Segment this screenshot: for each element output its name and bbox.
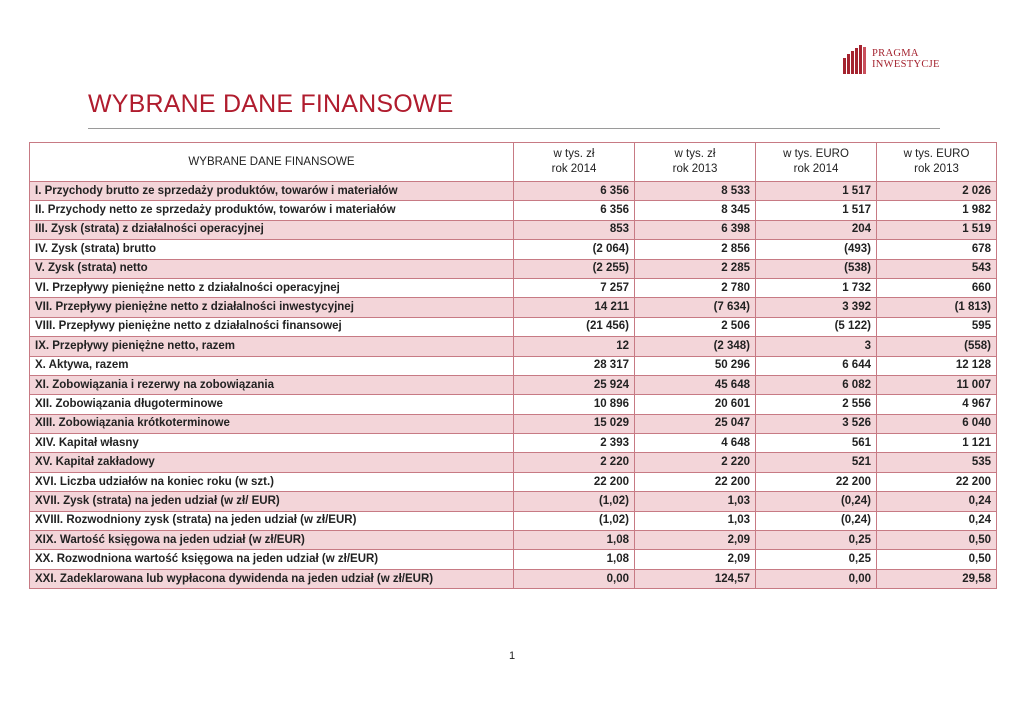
row-label: VII. Przepływy pieniężne netto z działalności inwestycyjnej [30, 298, 514, 317]
row-value: 45 648 [635, 375, 756, 394]
row-value: 2 856 [635, 240, 756, 259]
row-value: 0,25 [756, 550, 877, 569]
row-value: (493) [756, 240, 877, 259]
row-value: 11 007 [877, 375, 997, 394]
row-value: 2 393 [514, 434, 635, 453]
row-value: 521 [756, 453, 877, 472]
header-period: rok 2014 [551, 163, 597, 175]
table-row [30, 511, 997, 530]
row-label: II. Przychody netto ze sprzedaży produktów, towarów i materiałów [30, 201, 514, 220]
row-value: 1 982 [877, 201, 997, 220]
row-value: 6 356 [514, 201, 635, 220]
row-label: XIII. Zobowiązania krótkoterminowe [30, 414, 514, 433]
row-value: (0,24) [756, 492, 877, 511]
row-value: (7 634) [635, 298, 756, 317]
row-value: 28 317 [514, 356, 635, 375]
row-value: 0,00 [514, 569, 635, 588]
row-value: (5 122) [756, 317, 877, 336]
row-value: 1,08 [514, 550, 635, 569]
row-value: 1,03 [635, 492, 756, 511]
row-label: XXI. Zadeklarowana lub wypłacona dywidenda na jeden udział (w zł/EUR) [30, 569, 514, 588]
row-value: 14 211 [514, 298, 635, 317]
row-value: 3 [756, 337, 877, 356]
header-label-cell: WYBRANE DANE FINANSOWE [30, 143, 514, 182]
row-value: 6 644 [756, 356, 877, 375]
table-row [30, 414, 997, 433]
row-value: (558) [877, 337, 997, 356]
table-row [30, 434, 997, 453]
row-value: (2 255) [514, 259, 635, 278]
row-label: V. Zysk (strata) netto [30, 259, 514, 278]
row-value: 1 732 [756, 278, 877, 297]
table-row [30, 182, 997, 201]
row-value: (1,02) [514, 511, 635, 530]
page-number: 1 [508, 650, 516, 662]
row-value: (2 348) [635, 337, 756, 356]
table-row [30, 569, 997, 588]
table-row [30, 356, 997, 375]
table-header-row [30, 143, 997, 182]
row-value: 8 533 [635, 182, 756, 201]
row-value: 25 047 [635, 414, 756, 433]
table-row [30, 492, 997, 511]
row-value: 12 [514, 337, 635, 356]
row-label: XIV. Kapitał własny [30, 434, 514, 453]
row-value: 2 026 [877, 182, 997, 201]
row-value: 2 285 [635, 259, 756, 278]
table-row [30, 453, 997, 472]
row-value: (538) [756, 259, 877, 278]
table-row [30, 317, 997, 336]
table-row [30, 472, 997, 491]
row-value: 4 967 [877, 395, 997, 414]
row-label: XIX. Wartość księgowa na jeden udział (w zł/EUR) [30, 531, 514, 550]
table-row [30, 375, 997, 394]
page-title: WYBRANE DANE FINANSOWE [88, 90, 454, 118]
row-label: IX. Przepływy pieniężne netto, razem [30, 337, 514, 356]
row-value: 2 220 [635, 453, 756, 472]
row-value: 204 [756, 220, 877, 239]
financial-data-table [29, 142, 997, 589]
row-label: VI. Przepływy pieniężne netto z działalności operacyjnej [30, 278, 514, 297]
company-logo [842, 44, 942, 76]
row-value: 3 526 [756, 414, 877, 433]
title-divider [88, 128, 940, 129]
logo-line-2: INWESTYCJE [872, 59, 940, 70]
row-value: 1 517 [756, 182, 877, 201]
row-label: VIII. Przepływy pieniężne netto z działalności finansowej [30, 317, 514, 336]
row-value: 0,50 [877, 531, 997, 550]
row-value: 678 [877, 240, 997, 259]
row-value: 4 648 [635, 434, 756, 453]
header-period: rok 2014 [793, 163, 839, 175]
logo-line-1: PRAGMA [872, 48, 919, 59]
row-value: 561 [756, 434, 877, 453]
row-label: XVIII. Rozwodniony zysk (strata) na jeden udział (w zł/EUR) [30, 511, 514, 530]
row-label: III. Zysk (strata) z działalności operacyjnej [30, 220, 514, 239]
row-value: 29,58 [877, 569, 997, 588]
header-col-pln-2013 [635, 143, 756, 182]
table-row [30, 395, 997, 414]
row-value: (1,02) [514, 492, 635, 511]
row-value: 2,09 [635, 550, 756, 569]
table-row [30, 531, 997, 550]
logo-bars-icon [842, 44, 870, 74]
header-col-eur-2013 [877, 143, 997, 182]
row-label: I. Przychody brutto ze sprzedaży produktów, towarów i materiałów [30, 182, 514, 201]
row-value: (1 813) [877, 298, 997, 317]
row-value: 0,24 [877, 492, 997, 511]
table-row [30, 278, 997, 297]
row-value: 2 506 [635, 317, 756, 336]
table-row [30, 550, 997, 569]
row-value: 6 040 [877, 414, 997, 433]
logo-text [872, 48, 940, 70]
row-value: 2 780 [635, 278, 756, 297]
row-label: XVI. Liczba udziałów na koniec roku (w szt.) [30, 472, 514, 491]
header-col-eur-2014 [756, 143, 877, 182]
table-row [30, 220, 997, 239]
row-value: 3 392 [756, 298, 877, 317]
row-label: XVII. Zysk (strata) na jeden udział (w zł/ EUR) [30, 492, 514, 511]
row-value: 15 029 [514, 414, 635, 433]
table-row [30, 337, 997, 356]
header-period: rok 2013 [914, 163, 959, 175]
header-period: rok 2013 [672, 163, 718, 175]
row-value: 2 220 [514, 453, 635, 472]
table-row [30, 240, 997, 259]
row-value: 1 517 [756, 201, 877, 220]
row-value: 6 082 [756, 375, 877, 394]
row-value: (21 456) [514, 317, 635, 336]
row-value: 1,08 [514, 531, 635, 550]
row-value: 6 356 [514, 182, 635, 201]
row-value: 660 [877, 278, 997, 297]
header-unit: w tys. zł [553, 148, 595, 160]
row-value: 6 398 [635, 220, 756, 239]
row-value: 22 200 [877, 472, 997, 491]
row-value: 2 556 [756, 395, 877, 414]
row-value: 1 121 [877, 434, 997, 453]
table-row [30, 298, 997, 317]
row-value: 22 200 [514, 472, 635, 491]
row-label: XI. Zobowiązania i rezerwy na zobowiązania [30, 375, 514, 394]
row-label: XV. Kapitał zakładowy [30, 453, 514, 472]
row-value: 2,09 [635, 531, 756, 550]
row-value: 0,24 [877, 511, 997, 530]
table-row [30, 201, 997, 220]
row-value: 12 128 [877, 356, 997, 375]
row-label: X. Aktywa, razem [30, 356, 514, 375]
row-value: 0,25 [756, 531, 877, 550]
row-label: IV. Zysk (strata) brutto [30, 240, 514, 259]
header-col-pln-2014 [514, 143, 635, 182]
row-value: 8 345 [635, 201, 756, 220]
row-value: 1,03 [635, 511, 756, 530]
row-value: 10 896 [514, 395, 635, 414]
row-value: (2 064) [514, 240, 635, 259]
header-unit: w tys. EURO [783, 148, 849, 160]
row-value: 22 200 [756, 472, 877, 491]
row-value: 20 601 [635, 395, 756, 414]
row-value: 0,00 [756, 569, 877, 588]
row-value: 1 519 [877, 220, 997, 239]
row-value: 535 [877, 453, 997, 472]
row-value: 543 [877, 259, 997, 278]
row-label: XII. Zobowiązania długoterminowe [30, 395, 514, 414]
header-unit: w tys. EURO [903, 148, 970, 160]
row-value: 124,57 [635, 569, 756, 588]
row-value: 50 296 [635, 356, 756, 375]
header-unit: w tys. zł [674, 148, 716, 160]
table-row [30, 259, 997, 278]
row-value: 0,50 [877, 550, 997, 569]
row-value: 22 200 [635, 472, 756, 491]
row-value: (0,24) [756, 511, 877, 530]
row-value: 25 924 [514, 375, 635, 394]
row-value: 853 [514, 220, 635, 239]
row-value: 7 257 [514, 278, 635, 297]
row-value: 595 [877, 317, 997, 336]
row-label: XX. Rozwodniona wartość księgowa na jeden udział (w zł/EUR) [30, 550, 514, 569]
